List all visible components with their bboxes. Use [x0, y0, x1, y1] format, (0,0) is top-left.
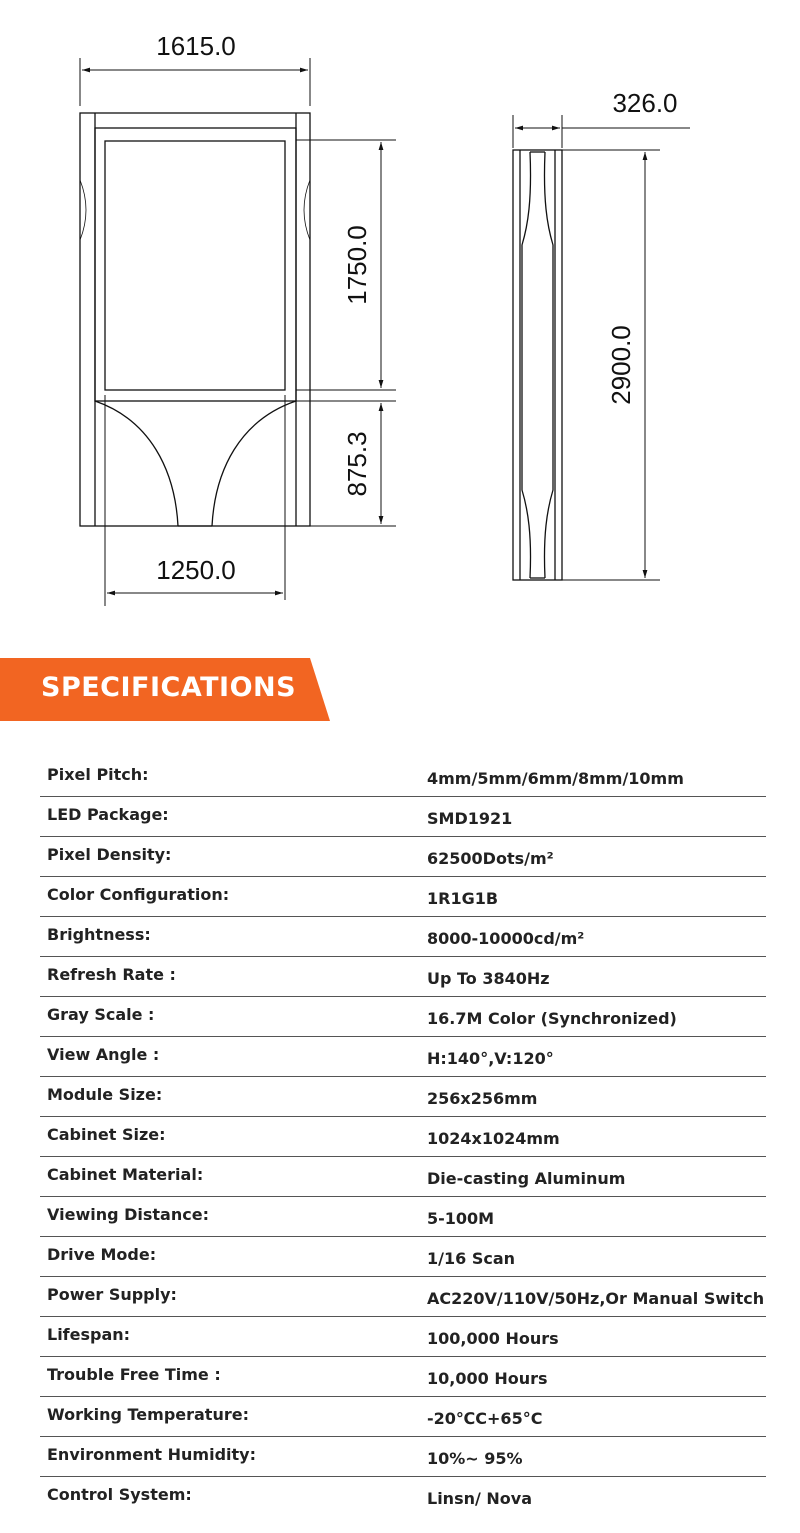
- spec-value: 8000-10000cd/m²: [427, 929, 585, 948]
- spec-row: [40, 1037, 766, 1077]
- spec-value: 10,000 Hours: [427, 1369, 548, 1388]
- spec-row: [40, 917, 766, 957]
- side-dimensions: [513, 115, 690, 580]
- dimension-drawing: [0, 0, 800, 630]
- spec-label: Brightness:: [47, 925, 151, 944]
- spec-value: 16.7M Color (Synchronized): [427, 1009, 677, 1028]
- spec-row: [40, 877, 766, 917]
- spec-label: Gray Scale :: [47, 1005, 155, 1024]
- spec-row: [40, 957, 766, 997]
- spec-label: Trouble Free Time :: [47, 1365, 221, 1384]
- spec-label: Control System:: [47, 1485, 192, 1504]
- spec-label: Cabinet Size:: [47, 1125, 166, 1144]
- spec-row: [40, 997, 766, 1037]
- spec-row: [40, 1437, 766, 1477]
- spec-label: Pixel Density:: [47, 845, 172, 864]
- spec-row: [40, 1237, 766, 1277]
- dim-overall-width: 1615.0: [156, 31, 236, 61]
- spec-value: SMD1921: [427, 809, 513, 828]
- section-title: SPECIFICATIONS: [41, 672, 297, 703]
- spec-row: [40, 1397, 766, 1437]
- spec-label: Lifespan:: [47, 1325, 131, 1344]
- spec-value: H:140°,V:120°: [427, 1049, 554, 1068]
- dim-screen-width: 1250.0: [156, 555, 236, 585]
- front-view: [80, 113, 310, 526]
- spec-row: [40, 1157, 766, 1197]
- spec-row: [40, 1077, 766, 1117]
- spec-label: Drive Mode:: [47, 1245, 157, 1264]
- spec-row: [40, 1197, 766, 1237]
- spec-row: [40, 1357, 766, 1397]
- spec-value: 10%~ 95%: [427, 1449, 523, 1468]
- spec-value: 1/16 Scan: [427, 1249, 516, 1268]
- side-view: [513, 150, 562, 580]
- spec-value: 62500Dots/m²: [427, 849, 554, 868]
- spec-label: Refresh Rate :: [47, 965, 176, 984]
- spec-row: [40, 1277, 766, 1317]
- spec-value: Die-casting Aluminum: [427, 1169, 626, 1188]
- spec-label: Environment Humidity:: [47, 1445, 256, 1464]
- dim-overall-height: 2900.0: [606, 325, 636, 405]
- spec-label: LED Package:: [47, 805, 169, 824]
- spec-row: [40, 1477, 766, 1516]
- spec-row: [40, 797, 766, 837]
- spec-label: Working Temperature:: [47, 1405, 249, 1424]
- specifications-table: [40, 757, 766, 1516]
- spec-label: Pixel Pitch:: [47, 765, 149, 784]
- spec-value: Linsn/ Nova: [427, 1489, 533, 1508]
- spec-label: Cabinet Material:: [47, 1165, 204, 1184]
- spec-value: Up To 3840Hz: [427, 969, 550, 988]
- dim-screen-height: 1750.0: [342, 225, 372, 305]
- spec-value: 256x256mm: [427, 1089, 538, 1108]
- spec-value: 100,000 Hours: [427, 1329, 559, 1348]
- spec-value: 1R1G1B: [427, 889, 499, 908]
- section-banner: [0, 658, 330, 721]
- spec-row: [40, 837, 766, 877]
- dim-base-height: 875.3: [342, 431, 372, 497]
- spec-label: Module Size:: [47, 1085, 163, 1104]
- spec-value: 5-100M: [427, 1209, 495, 1228]
- dim-depth: 326.0: [612, 88, 678, 118]
- spec-label: View Angle :: [47, 1045, 160, 1064]
- spec-value: 1024x1024mm: [427, 1129, 560, 1148]
- spec-row: [40, 1117, 766, 1157]
- spec-value: 4mm/5mm/6mm/8mm/10mm: [427, 769, 684, 788]
- front-dimensions: [80, 58, 396, 606]
- spec-value: -20℃C+65°C: [427, 1409, 543, 1428]
- spec-label: Power Supply:: [47, 1285, 177, 1304]
- spec-label: Color Configuration:: [47, 885, 230, 904]
- spec-row: [40, 1317, 766, 1357]
- spec-label: Viewing Distance:: [47, 1205, 209, 1224]
- spec-row: [40, 757, 766, 797]
- spec-value: AC220V/110V/50Hz,Or Manual Switch: [427, 1289, 765, 1308]
